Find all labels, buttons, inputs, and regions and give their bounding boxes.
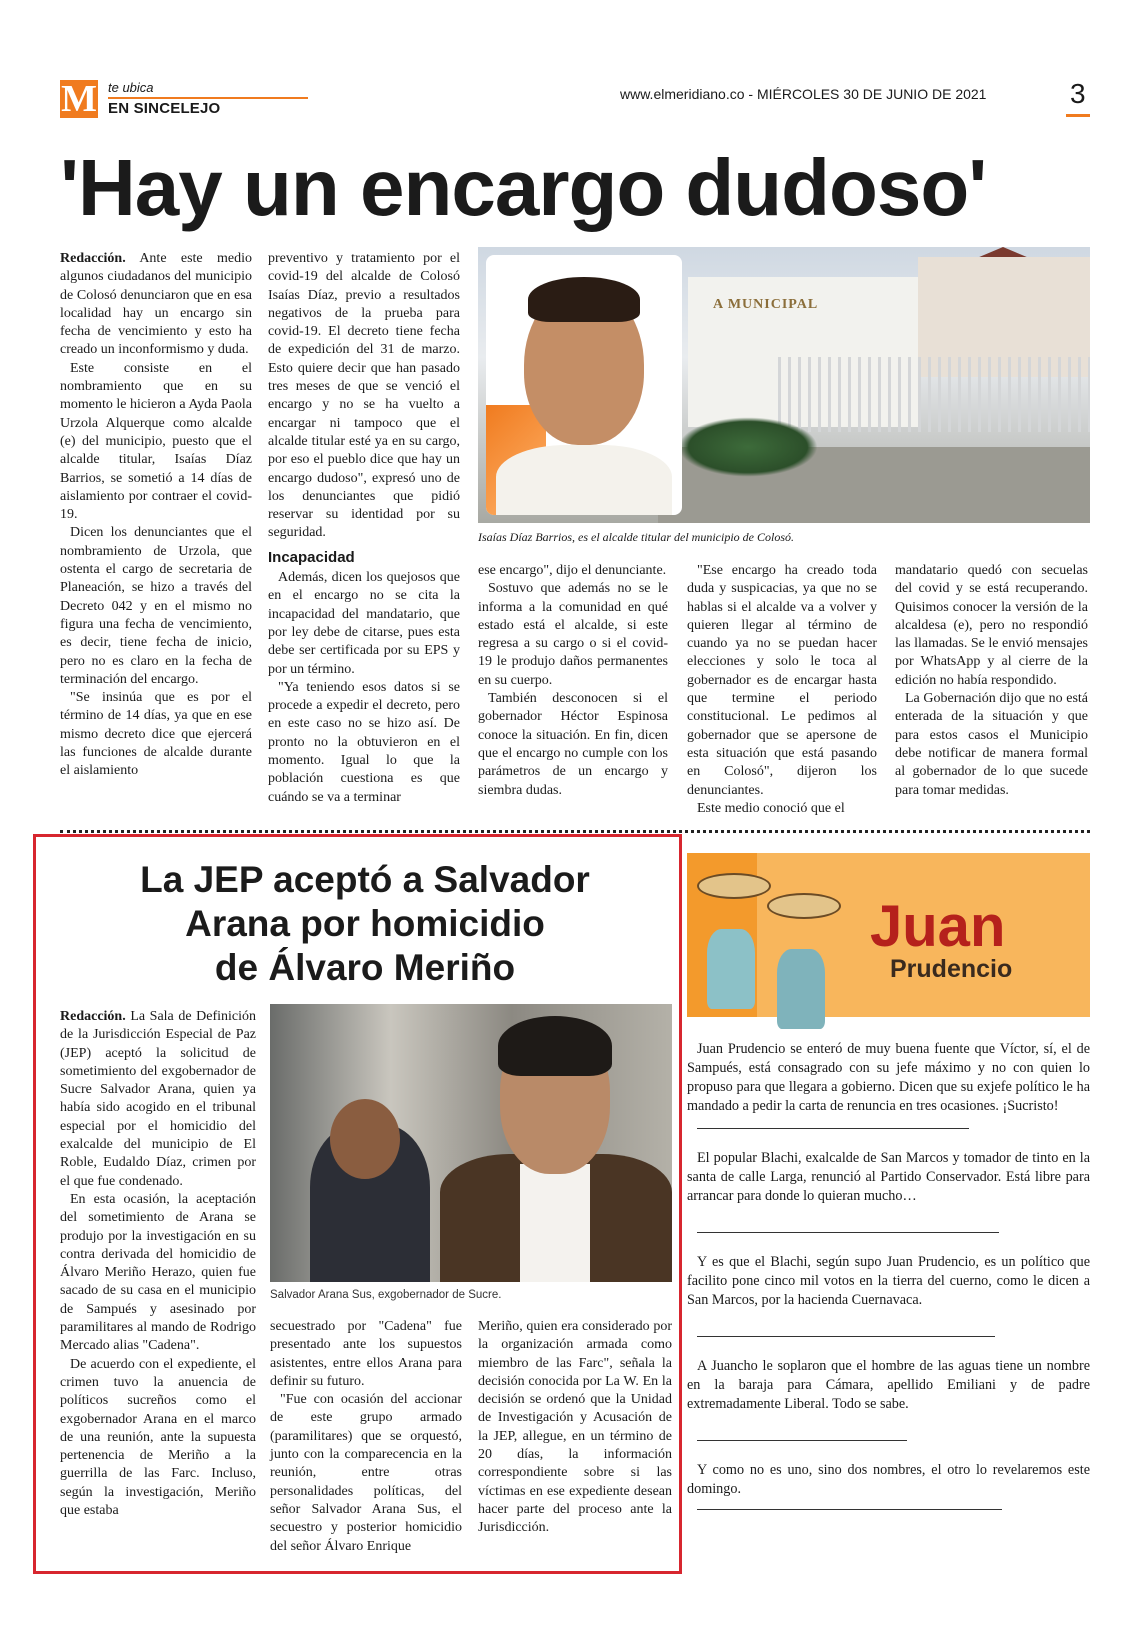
article2-col1 (60, 1008, 256, 1520)
paragraph: También desconocen si el gobernador Héctor Espinosa conoce la situación. En fin, dicen que el encargo no cumple con los parámetros de un encargo y siembra dudas. (478, 691, 668, 798)
item-separator (697, 1128, 969, 1129)
column-item: Y es que el Blachi, según supo Juan Prudencio, es un político que facilito pone cinco mil votos en la tierra del cuerno, como le dicen a San Marcos, por la hacienda Cuernavaca. (687, 1254, 1090, 1308)
logo: M (61, 78, 97, 120)
cartoon-body (777, 949, 825, 1029)
column-subtitle: Prudencio (890, 955, 1013, 983)
photo-salvador-arana (270, 1004, 672, 1282)
paragraph: Este consiste en el nombramiento que en su momento le hicieron a Ayda Paola Urzola Alquerque como alcalde (e) del municipio, puesto que el alcalde titular, Isaías Díaz Barrios, se sometió a 14 días de aislamiento por contraer el covid-19. (60, 360, 252, 523)
page-number-rule (1066, 114, 1090, 117)
cartoon-body (707, 929, 755, 1009)
paragraph: Sostuvo que además no se le informa a la comunidad en qué estado está el alcalde, si este regresa a su cargo o si el covid-19 le produjo daños permanentes en su cuerpo. (478, 581, 668, 688)
photo-building-sign: A MUNICIPAL (713, 297, 819, 312)
paragraph: preventivo y tratamiento por el covid-19 del alcalde de Colosó Isaías Díaz, previo a resultados negativos de la prueba para covid-19. El decreto tiene fecha de expedición del 31 de marzo. Esto quiere decir que han pasado tres meses de que se venció el encargo y no se ha vuelto a encargar ni tampoco que el alcalde titular esté ya en su cargo, por eso el pueblo dice que hay un encargo dudoso", expresó uno de los denunciantes que pidió reservar su identidad por su seguridad. (268, 251, 460, 541)
photo-shirt (520, 1164, 590, 1282)
article2-col2 (270, 1318, 462, 1556)
column-item: A Juancho le soplaron que el hombre de las aguas tiene un nombre en la baraja para Cámara, apellido Emiliani y de padre extremadamente Liberal. Todo se sabe. (687, 1358, 1090, 1412)
item-separator (697, 1509, 1002, 1510)
column-item: Juan Prudencio se enteró de muy buena fuente que Víctor, sí, el de Sampués, está consagrado con su jefe máximo y no con quien lo propuso para que llegara a gobierno. Dicen que su exjefe político le ha mandado a pedir la carta de renuncia en tres ocasiones. ¡Sucristo! (687, 1041, 1090, 1114)
column-text (687, 1040, 1090, 1530)
portrait-isaias-diaz (486, 255, 682, 515)
cartoon-figure-2 (767, 893, 841, 1029)
section-tag-rule (108, 97, 308, 99)
cartoon-figure-1 (697, 873, 771, 1009)
section-divider (60, 830, 1090, 833)
photo-mayor-and-town-hall (478, 247, 1090, 523)
item-separator (697, 1336, 995, 1337)
section-tag: EN SINCELEJO (108, 100, 221, 117)
paragraph: ese encargo", dijo el denunciante. (478, 563, 667, 578)
article1-col1 (60, 250, 252, 781)
paragraph: secuestrado por "Cadena" fue presentado ante los supuestos asistentes, entre ellos Arana para definir su futuro. (270, 1319, 462, 1389)
main-headline: 'Hay un encargo dudoso' (60, 143, 987, 232)
paragraph: "Se insinúa que es por el término de 14 días, ya que en ese mismo decreto dice que ejercerá las funciones de alcalde durante el aislamiento (60, 690, 252, 779)
photo-plants (678, 417, 818, 477)
jep-headline: La JEP aceptó a Salvador Arana por homicidio de Álvaro Meriño (140, 859, 590, 988)
paragraph: Redacción. Ante este medio algunos ciudadanos del municipio de Colosó denunciaron que en esa localidad hay un encargo sin fecha de vencimiento y esto ha creado un inconformismo y duda. (60, 251, 252, 358)
paragraph: "Fue con ocasión del accionar de este grupo armado (paramilitares) que se orquestó, junto con la comparecencia en la reunión, entre otras personalidades políticas, del señor Salvador Arana Sus, el secuestro y posterior homicidio del señor Álvaro Enrique (270, 1392, 462, 1554)
article1-col2 (268, 250, 460, 807)
article2-col3 (478, 1318, 672, 1538)
hat-icon (767, 893, 841, 919)
photo-hair (498, 1016, 612, 1076)
paragraph: Además, dicen los quejosos que en el encargo no se cita la incapacidad del mandatario, que por ley debe de citarse, pues esta debe ser certificada por su EPS y por un término. (268, 570, 460, 677)
photo-guard-face (330, 1099, 400, 1179)
article1-col4 (687, 562, 877, 818)
page-number: 3 (1070, 78, 1086, 109)
date-line: www.elmeridiano.co - MIÉRCOLES 30 DE JUNIO DE 2021 (620, 86, 987, 102)
photo-caption: Salvador Arana Sus, exgobernador de Sucre. (270, 1289, 502, 1301)
photo-fence (778, 357, 1090, 432)
paragraph: En esta ocasión, la aceptación del sometimiento de Arana se produjo por la investigación en su contra derivada del homicidio de Álvaro Meriño Herazo, quien fue sacado de su casa en el municipio de Sampués y asesinado por paramilitares al mando de Rodrigo Mercado alias "Cadena". (60, 1191, 256, 1354)
paragraph: La Gobernación dijo que no está enterada de la situación y que para estos casos el Municipio debe notificar de manera formal al gobernador de lo que sucede para tomar medidas. (895, 691, 1088, 798)
hat-icon (697, 873, 771, 899)
column-title: Juan (870, 894, 1006, 959)
paragraph: Este medio conoció que el (697, 800, 845, 816)
paragraph: Dicen los denunciantes que el nombramiento de Urzola, que ostenta el cargo de secretaria de Planeación, se hizo a través del Decreto 042 y en el mismo no figura una fecha de vencimiento, es decir, tiene fecha de inicio, pero no es claro en la fecha de terminación del encargo. (60, 525, 252, 687)
article1-col3 (478, 562, 668, 800)
item-separator (697, 1440, 907, 1441)
article1-col5 (895, 562, 1088, 800)
portrait-hair (528, 277, 640, 322)
paragraph: "Ese encargo ha creado toda duda y suspicacias, ya que no se hablas si el alcalde va a volver y quieren llegar al término de cuando ya no se puedan hacer elecciones y solo le toca al gobernador es de encargar hasta que termine el periodo constitucional. Le pedimos al gobernador que se apersone de esta situación que está pasando en Colosó", dijeron los denunciantes. (687, 563, 877, 798)
paragraph: "Ya teniendo esos datos si se procede a expedir el decreto, pero en este caso no se hizo así. De pronto no la obtuvieron en el momento. Igual lo que la población cuestiona es que cuándo se va a terminar (268, 679, 460, 805)
portrait-shirt (496, 445, 672, 515)
subheading: Incapacidad (268, 548, 355, 566)
paragraph: mandatario quedó con secuelas del covid y se está recuperando. Quisimos conocer la versión de la alcaldesa (e), pero no respondió las llamadas. Se le envió mensajes por WhatsApp y al cierre de la edición no había respondido. (895, 563, 1088, 688)
item-separator (697, 1232, 999, 1233)
paragraph: Redacción. La Sala de Definición de la Jurisdicción Especial de Paz (JEP) aceptó la solicitud de sometimiento del exgobernador de Sucre Salvador Arana, quien ya había sido acogido en el tribunal especial por el homicidio del exalcalde del municipio de El Roble, Eudaldo Díaz, crimen por el que fue condenado. (60, 1009, 257, 1189)
photo-caption: Isaías Díaz Barrios, es el alcalde titular del municipio de Colosó. (478, 530, 794, 544)
paragraph: Meriño, quien era considerado por la organización armada como miembro de las Farc", señala la decisión conocida por La W. En la decisión se ordenó que la Unidad de Investigación y Acusación de la JEP, allegue, en un término de 20 días, la información correspondiente sobre si las víctimas en ese expediente desean hacer parte del proceso ante la Jurisdicción. (478, 1319, 672, 1536)
column-item: Y como no es uno, sino dos nombres, el otro lo revelaremos este domingo. (687, 1462, 1090, 1497)
column-item: El popular Blachi, exalcalde de San Marcos y tomador de tinto en la santa de calle Larga, renunció al Partido Conservador. Está libre para arrancar para donde lo quieran mucho… (687, 1150, 1090, 1204)
paragraph: De acuerdo con el expediente, el crimen tuvo la anuencia de políticos sucreños como el exgobernador Arana en el marco de una reunión, ante la supuesta pertenencia de Meriño a la guerrilla de las Farc. Incluso, según la investigación, Meriño que estaba (60, 1356, 256, 1519)
section-tag-small: te ubica (108, 80, 154, 95)
